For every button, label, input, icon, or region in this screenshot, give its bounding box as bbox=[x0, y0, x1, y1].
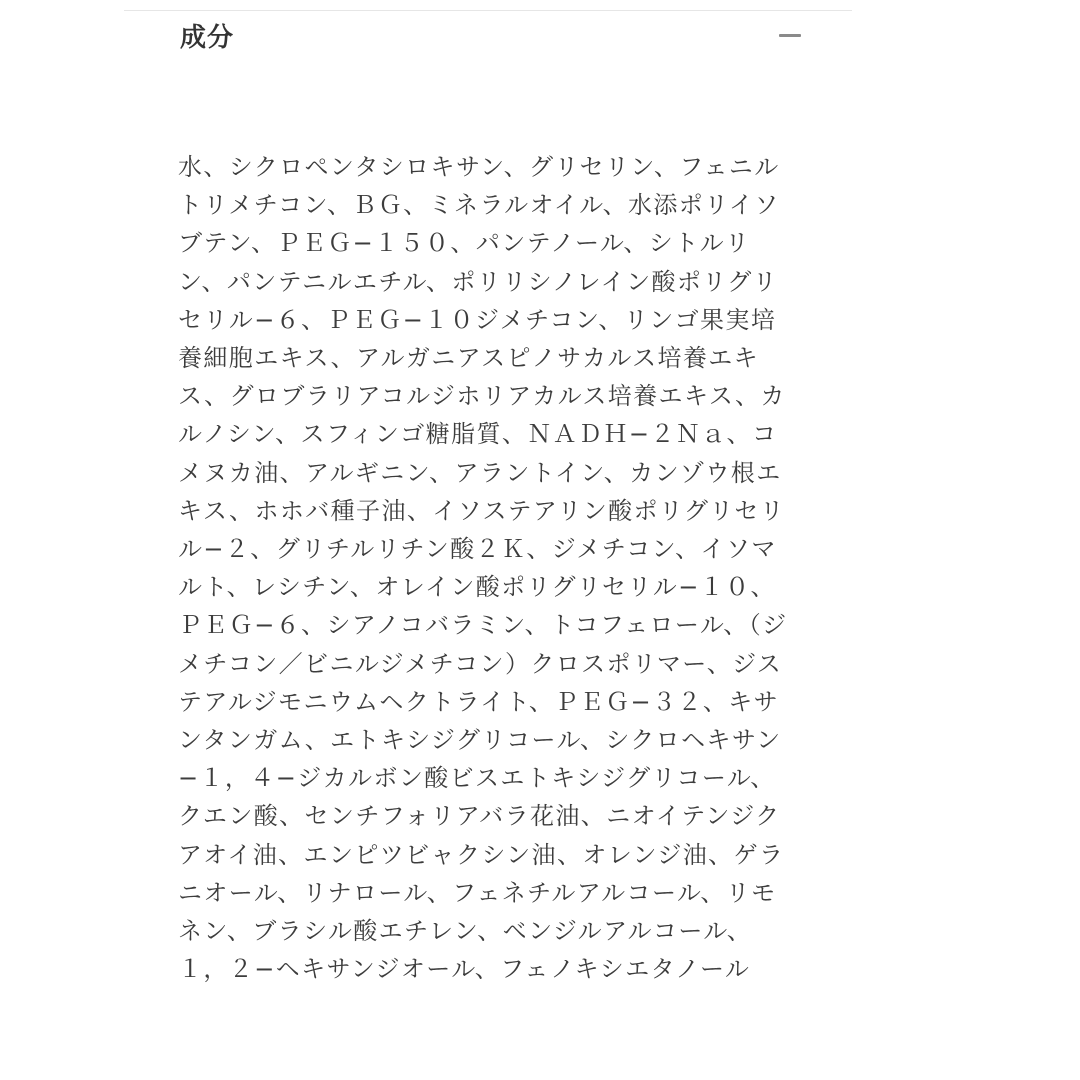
ingredients-list-text: 水、シクロペンタシロキサン、グリセリン、フェニルトリメチコン、ＢＧ、ミネラルオイル、水添ポリイソブテン、ＰＥＧ−１５０、パンテノール、シトルリン、パンテニルエチル、ポリリシノレイン酸ポリグリセリル−６、ＰＥＧ−１０ジメチコン、リンゴ果実培養細胞エキス、アルガニアスピノサカルス培養エキス、グロブラリアコルジホリアカルス培養エキス、カルノシン、スフィンゴ糖脂質、ＮＡＤＨ−２Ｎａ、コメヌカ油、アルギニン、アラントイン、カンゾウ根エキス、ホホバ種子油、イソステアリン酸ポリグリセリル−２、グリチルリチン酸２Ｋ、ジメチコン、イソマルト、レシチン、オレイン酸ポリグリセリル−１０、ＰＥＧ−６、シアノコバラミン、トコフェロール、（ジメチコン／ビニルジメチコン）クロスポリマー、ジステアルジモニウムヘクトライト、ＰＥＧ−３２、キサンタンガム、エトキシジグリコール、シクロヘキサン−１，４−ジカルボン酸ビスエトキシジグリコール、クエン酸、センチフォリアバラ花油、ニオイテンジクアオイ油、エンピツビャクシン油、オレンジ油、ゲラニオール、リナロール、フェネチルアルコール、リモネン、ブラシル酸エチレン、ベンジルアルコール、１，２−ヘキサンジオール、フェノキシエタノール bbox=[178, 153, 788, 984]
collapse-toggle-button[interactable] bbox=[778, 24, 804, 48]
section-title: 成分 bbox=[180, 23, 235, 53]
top-divider bbox=[124, 10, 852, 11]
minus-icon bbox=[779, 34, 801, 37]
